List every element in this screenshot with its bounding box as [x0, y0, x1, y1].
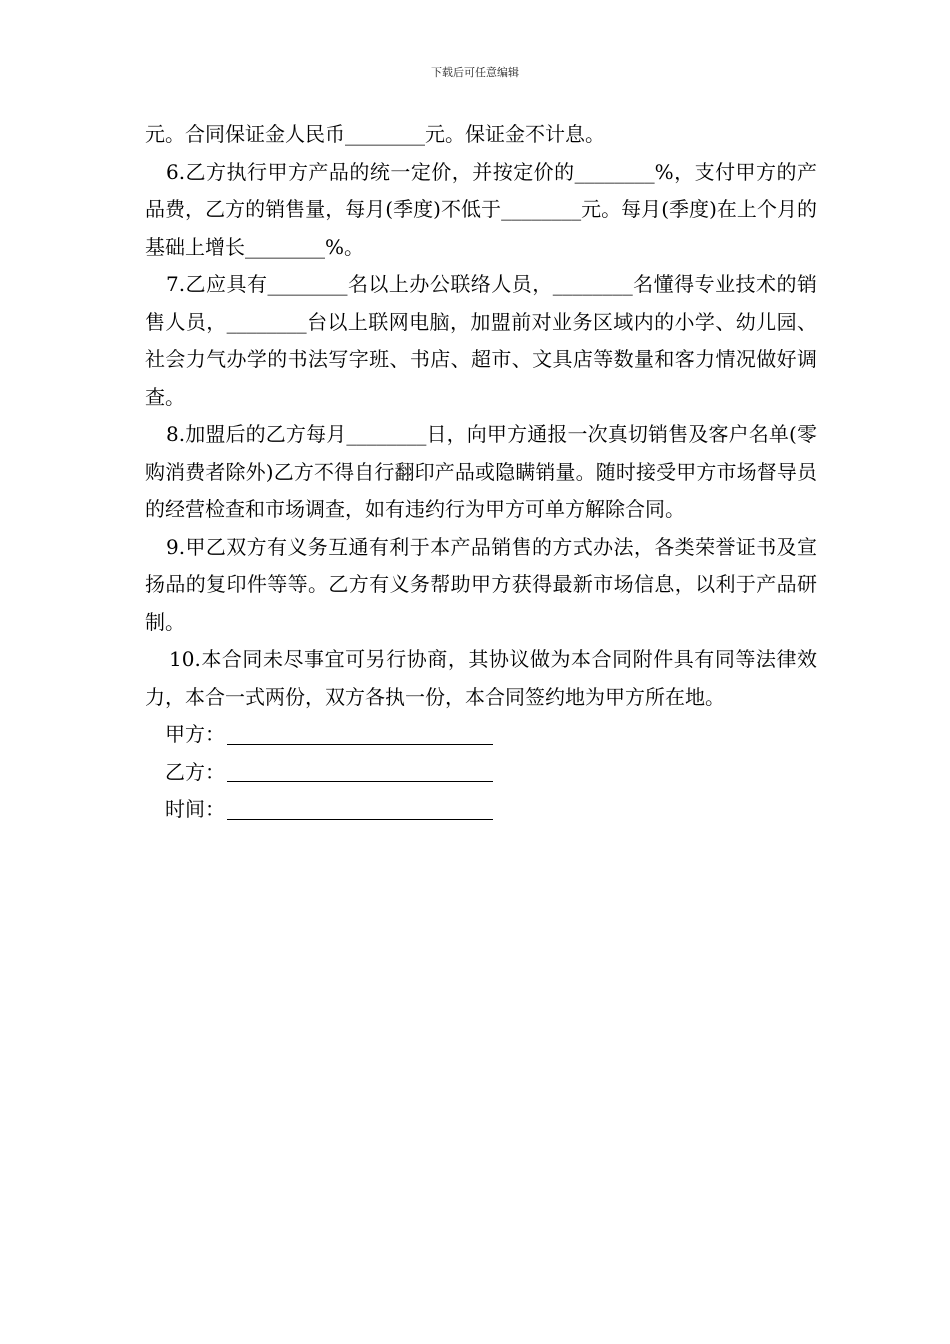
- signature-row-party-a: [145, 716, 817, 754]
- contract-body: [145, 116, 817, 829]
- signature-block: [145, 716, 817, 829]
- party-b-signature-line: [227, 780, 493, 782]
- party-b-label: 乙方：: [165, 759, 225, 784]
- paragraph-clause-10: 10.本合同未尽事宜可另行协商，其协议做为本合同附件具有同等法律效力，本合一式两份，双方各执一份，本合同签约地为甲方所在地。: [145, 647, 817, 709]
- signature-row-time: [145, 791, 817, 829]
- paragraph-clause-9: 9.甲乙双方有义务互通有利于本产品销售的方式办法，各类荣誉证书及宣扬品的复印件等等。乙方有义务帮助甲方获得最新市场信息，以利于产品研制。: [145, 534, 817, 634]
- paragraph-deposit-continuation: 元。合同保证金人民币________元。保证金不计息。: [145, 122, 605, 146]
- time-signature-line: [227, 818, 493, 820]
- party-a-signature-line: [227, 743, 493, 745]
- paragraph-clause-6: 6.乙方执行甲方产品的统一定价，并按定价的________%，支付甲方的产品费，乙方的销售量，每月(季度)不低于________元。每月(季度)在上个月的基础上增长________%。: [145, 159, 817, 259]
- paragraph-clause-8: 8.加盟后的乙方每月________日，向甲方通报一次真切销售及客户名单(零购消费者除外)乙方不得自行翻印产品或隐瞒销量。随时接受甲方市场督导员的经营检查和市场调查，如有违约行为甲方可单方解除合同。: [145, 422, 817, 521]
- signature-row-party-b: [145, 754, 817, 792]
- party-a-label: 甲方：: [165, 722, 225, 746]
- page-header-note: 下载后可任意编辑: [431, 66, 519, 79]
- paragraph-clause-7: 7.乙应具有________名以上办公联络人员，________名懂得专业技术的销售人员，________台以上联网电脑，加盟前对业务区域内的小学、幼儿园、社会力气办学的书法写字班、书店、超市、文具店等数量和客力情况做好调查。: [145, 272, 817, 409]
- time-label: 时间：: [165, 797, 225, 821]
